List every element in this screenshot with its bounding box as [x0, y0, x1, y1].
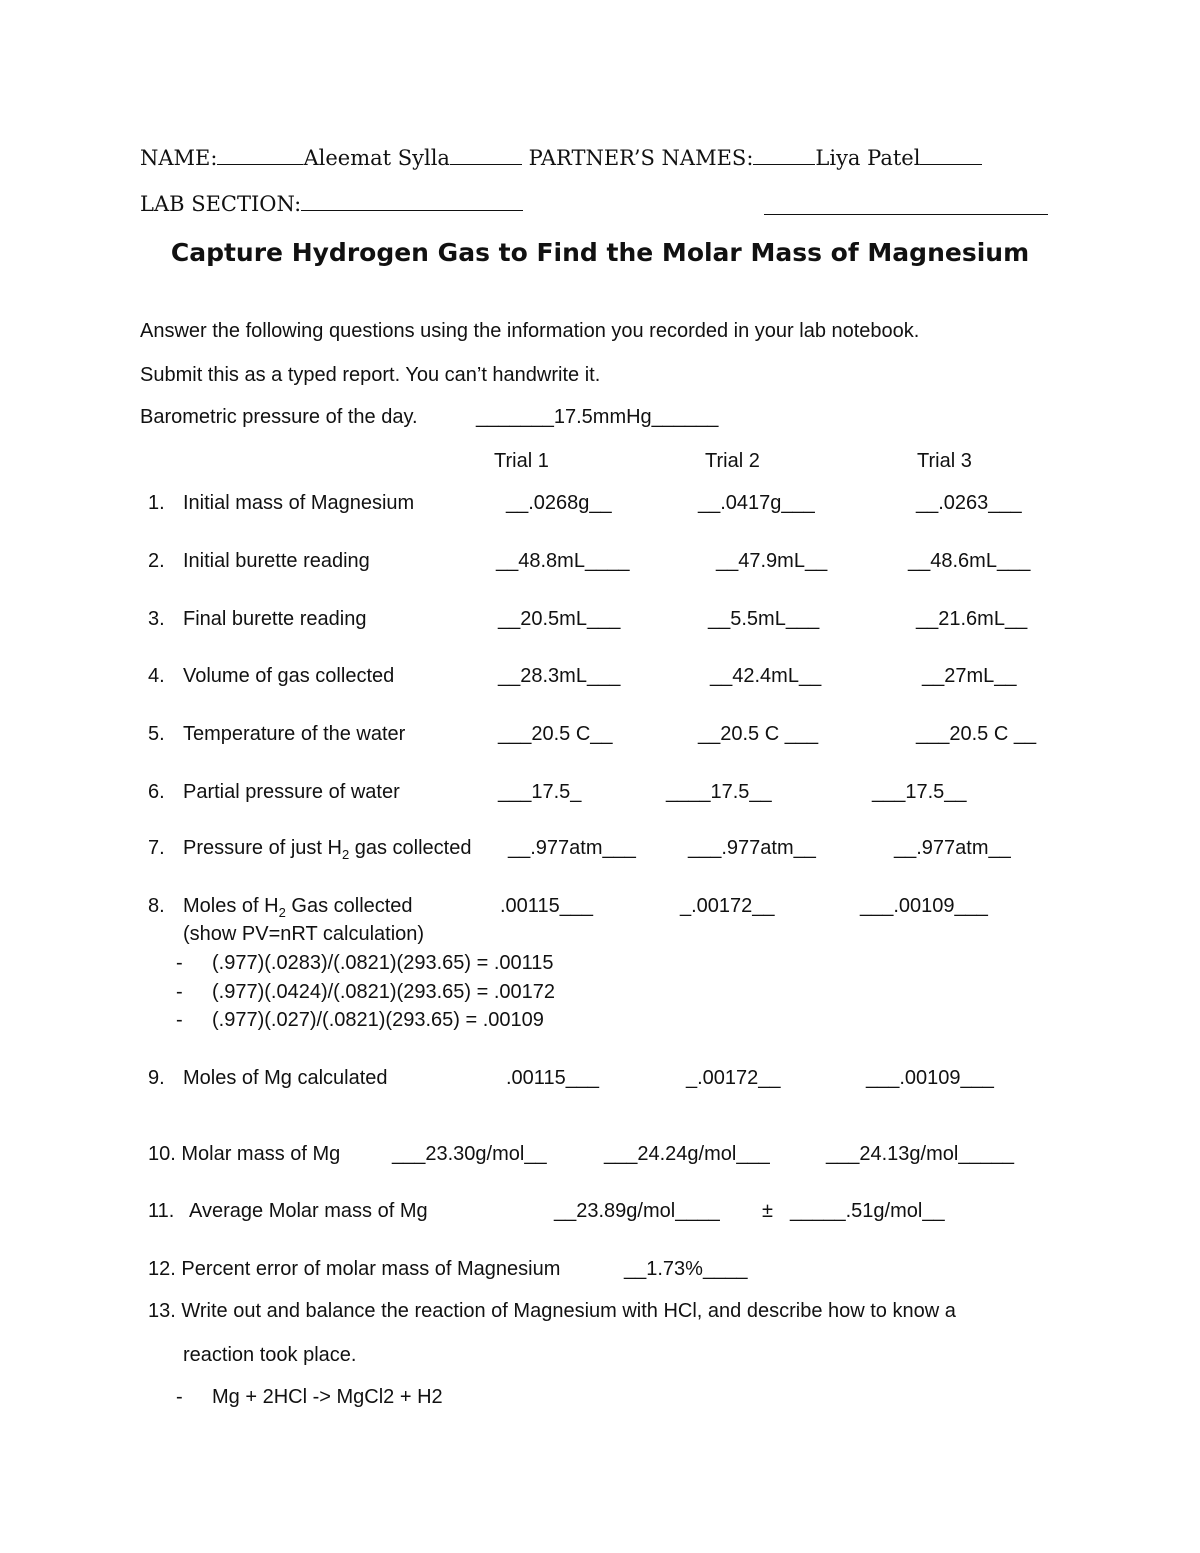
barometric-value: _______17.5mmHg______: [476, 406, 719, 428]
partners-label: PARTNER’S NAMES:: [528, 146, 754, 170]
name-value: Aleemat Sylla: [303, 146, 450, 170]
name-line: [140, 144, 982, 170]
instruction-line-1: Answer the following questions using the information you recorded in your lab notebook.: [140, 320, 920, 342]
lab-section-blank: [301, 190, 523, 211]
instruction-line-2: Submit this as a typed report. You can’t handwrite it.: [140, 364, 601, 386]
question-13-line-2: reaction took place.: [183, 1344, 357, 1366]
lab-section-label: LAB SECTION:: [140, 192, 302, 216]
barometric-label: Barometric pressure of the day.: [140, 406, 418, 428]
question-13-line-1: 13. Write out and balance the reaction of Magnesium with HCl, and describe how to know a: [148, 1300, 956, 1322]
page-title: Capture Hydrogen Gas to Find the Molar Mass of Magnesium: [170, 238, 1030, 267]
lab-report-page: NAME: Aleemat Sylla PARTNER’S NAMES: Liya Patel LAB SECTION: Capture Hydrogen Gas to Find the Molar Mass of Magnesium Answer the following questions using the information you recorded in your lab notebook. Submit this as a typed report. You can’t handwrite it. Barometric pressure of the day. _______17.5mmHg______ Trial 1 Trial 2 Trial 3 1. Initial mass of Magnesium __.0268g__ __.0417g___ __.0263___ 2. Initial burette reading __48.8mL____ __47.9mL__ __48.6mL___ 3. Final burette reading __20.5mL___ __5.5mL___ __21.6mL__ 4. Volume of gas collected __28.3mL___ __42.4mL__ __27mL__ 5. Temperature of the water ___20.5 C__ __20.5 C ___ ___20.5 C __ 6. Partial pressure of water ___17.5_ ____17.5__ ___17.5__ 7. Pressure of just $H_2$ gas collected __.977atm___ ___.977atm__ __.977atm__ 8. Moles of $H_2$ Gas collected .00115___ _.00172__ ___.00109___ (show PV=nRT calculation) - (.977)(.0283)/(.0821)(293.65) = .00115 - (.977)(.0424)/(.0821)(293.65) = .00172 - (.977)(.027)/(.0821)(293.65) = .00109 9. Moles of Mg calculated .00115___ _.00172__ ___.00109___ 10. Molar mass of Mg ___23.30g/mol__ ___24.24g/mol___ ___24.13g/mol_____ 11. Average Molar mass of Mg __23.89g/mol____ ± _____.51g/mol__ 12. Percent error of molar mass of Magnesium __1.73%____ 13. Write out and balance the reaction of Magnesium with HCl, and describe how to know a reaction took place. - Mg + 2HCl -> MgCl2 + H2: [0, 0, 1200, 1553]
lab-section-line: [140, 190, 523, 216]
trial-3-header: Trial 3: [917, 450, 972, 472]
partner-value: Liya Patel: [815, 146, 921, 170]
name-label: NAME:: [140, 146, 218, 170]
blank-line-right: [764, 214, 1048, 215]
trial-1-header: Trial 1: [494, 450, 549, 472]
trial-2-header: Trial 2: [705, 450, 760, 472]
row-8-note: (show PV=nRT calculation): [183, 923, 425, 945]
